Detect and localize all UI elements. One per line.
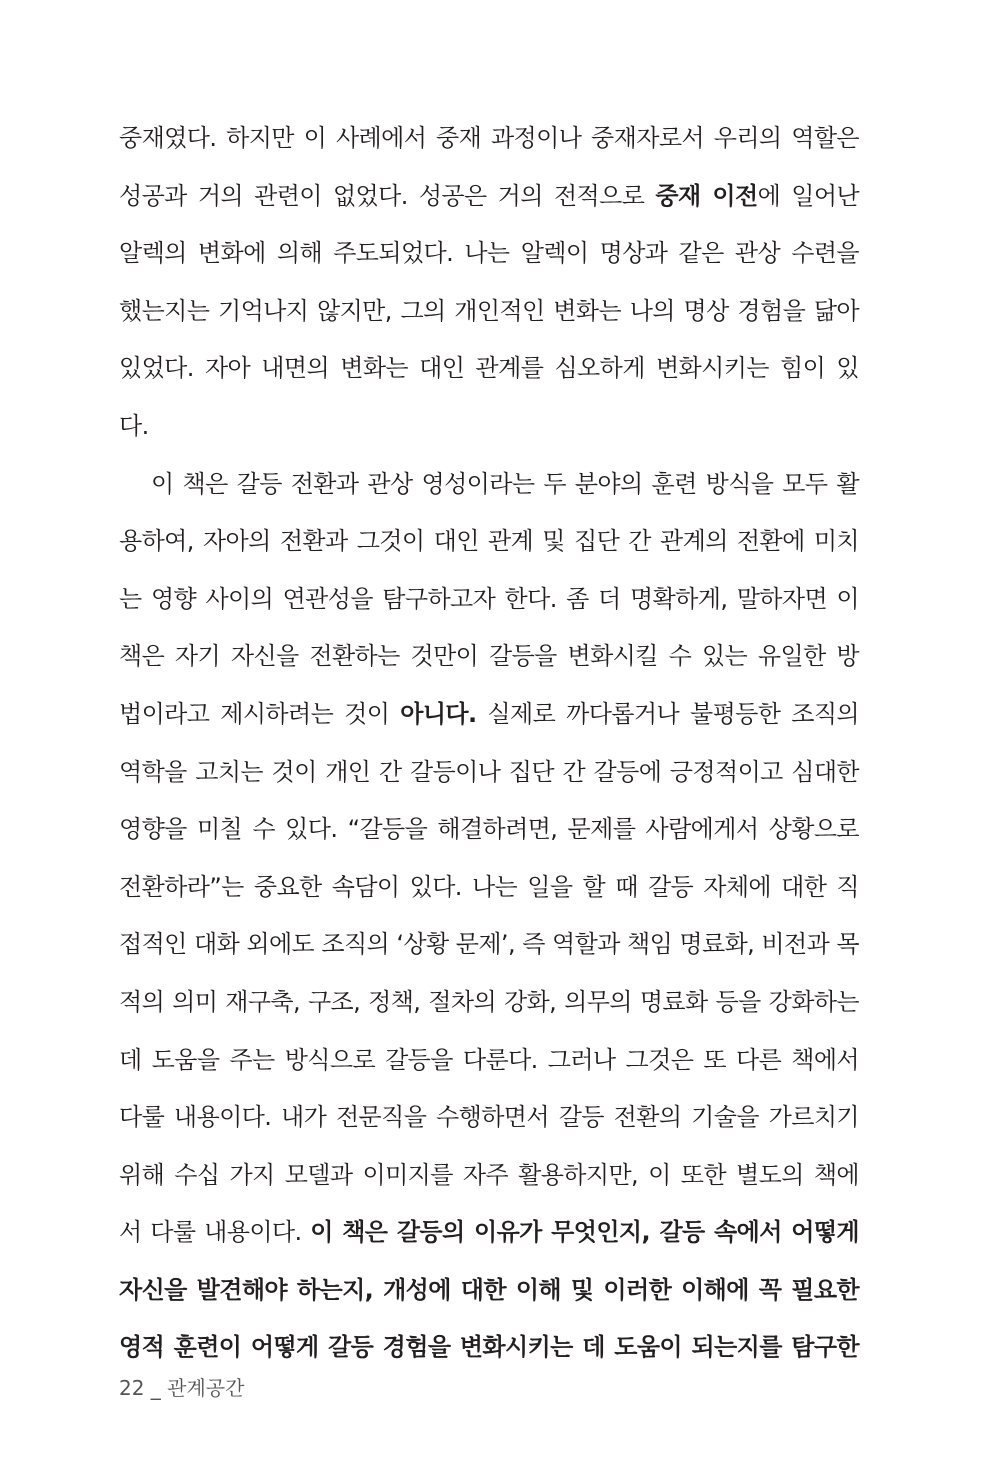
bold-text-run: 이 책은 갈등의 이유가 무엇인지, 갈등 속에서 어떻게 (310, 1218, 859, 1247)
text-line (119, 225, 859, 283)
text-run: 영향을 미칠 수 있다. “갈등을 해결하려면, 문제를 사람에게서 상황으로 (119, 815, 859, 844)
text-line (119, 744, 859, 802)
text-run: 이 책은 갈등 전환과 관상 영성이라는 두 분야의 훈련 방식을 모두 활 (151, 469, 859, 498)
text-line (119, 1089, 859, 1147)
text-line (119, 1147, 859, 1205)
text-line (119, 974, 859, 1032)
text-line (119, 513, 859, 571)
text-line (119, 456, 859, 514)
bold-text-run: 영적 훈련이 어떻게 갈등 경험을 변화시키는 데 도움이 되는지를 탐구한 (119, 1333, 859, 1362)
text-run: 있었다. 자아 내면의 변화는 대인 관계를 심오하게 변화시키는 힘이 있 (119, 354, 859, 383)
text-line (119, 686, 859, 744)
text-run: 역학을 고치는 것이 개인 간 갈등이나 집단 간 갈등에 긍정적이고 심대한 (119, 757, 859, 786)
text-run: 책은 자기 자신을 전환하는 것만이 갈등을 변화시킬 수 있는 유일한 방 (119, 642, 859, 671)
text-run: 위해 수십 가지 모델과 이미지를 자주 활용하지만, 이 또한 별도의 책에 (119, 1160, 859, 1189)
text-line (119, 1032, 859, 1090)
text-run: 다룰 내용이다. 내가 전문직을 수행하면서 갈등 전환의 기술을 가르치기 (119, 1103, 859, 1132)
text-line (119, 571, 859, 629)
text-line (119, 398, 859, 456)
bold-text-run: 자신을 발견해야 하는지, 개성에 대한 이해 및 이러한 이해에 꼭 필요한 (119, 1275, 859, 1304)
text-run: 중재였다. 하지만 이 사례에서 중재 과정이나 중재자로서 우리의 역할은 (119, 124, 859, 152)
text-line (119, 168, 859, 226)
text-run: 서 다룰 내용이다. (119, 1218, 311, 1247)
text-run: 적의 의미 재구축, 구조, 정책, 절차의 강화, 의무의 명료화 등을 강화하는 (119, 987, 859, 1016)
text-run: 는 영향 사이의 연관성을 탐구하고자 한다. 좀 더 명확하게, 말하자면 이 (119, 584, 859, 613)
text-run: 알렉의 변화에 의해 주도되었다. 나는 알렉이 명상과 같은 관상 수련을 (119, 239, 859, 268)
text-run: 실제로 까다롭거나 불평등한 조직의 (476, 699, 860, 728)
text-line (119, 628, 859, 686)
text-line (119, 916, 859, 974)
text-run: 법이라고 제시하려는 것이 (119, 699, 401, 728)
bold-text-run: 아니다. (400, 699, 477, 728)
text-run: 전환하라”는 중요한 속담이 있다. 나는 일을 할 때 갈등 자체에 대한 직 (119, 872, 859, 901)
text-line (119, 859, 859, 917)
text-run: 접적인 대화 외에도 조직의 ‘상황 문제’, 즉 역할과 책임 명료화, 비전과 목 (119, 930, 859, 959)
bold-text-run: 중재 이전 (655, 181, 758, 210)
text-line (119, 1262, 859, 1320)
body-text (119, 110, 859, 1377)
text-run: 했는지는 기억나지 않지만, 그의 개인적인 변화는 나의 명상 경험을 닮아 (119, 296, 859, 325)
text-line (119, 283, 859, 341)
page-number-footer: 22 _ 관계공간 (119, 1376, 245, 1400)
text-line (119, 340, 859, 398)
text-run: 다. (119, 411, 149, 440)
text-run: 에 일어난 (757, 181, 859, 210)
text-run: 용하여, 자아의 전환과 그것이 대인 관계 및 집단 간 관계의 전환에 미치 (119, 527, 859, 556)
text-run: 성공과 거의 관련이 없었다. 성공은 거의 전적으로 (119, 181, 656, 210)
text-line (119, 1319, 859, 1377)
text-line (119, 801, 859, 859)
text-line (119, 110, 859, 168)
text-run: 데 도움을 주는 방식으로 갈등을 다룬다. 그러나 그것은 또 다른 책에서 (119, 1045, 859, 1074)
text-line (119, 1204, 859, 1262)
